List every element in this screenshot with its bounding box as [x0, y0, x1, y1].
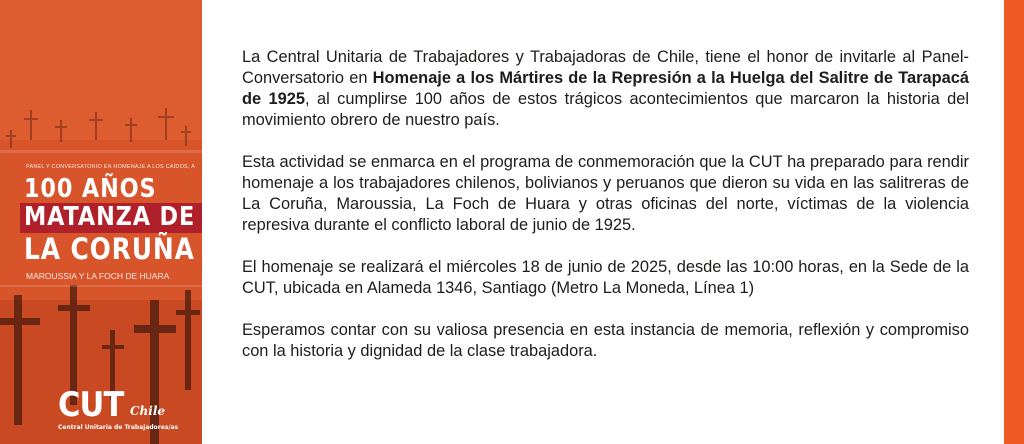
- paragraph-details: El homenaje se realizará el miércoles 18 de junio de 2025, desde las 10:00 horas, en la Sede de la CUT, ubicada en Alameda 1346, Santiago (Metro La Moneda, Línea 1): [242, 258, 969, 297]
- poster-title-line2: MATANZA DE: [24, 202, 196, 232]
- event-name: Homenaje a los Mártires de la Represión a la Huelga del Salitre de Tarapacá de 1925: [242, 69, 969, 108]
- cut-logo-country: Chile: [130, 404, 166, 418]
- cut-logo: CUT: [58, 385, 124, 425]
- paragraph-closing: Esperamos contar con su valiosa presencia en esta instancia de memoria, reflexión y compromiso con la historia y dignidad de la clase trabajadora.: [242, 321, 969, 360]
- poster-title-line1: 100 AÑOS: [24, 174, 157, 204]
- event-poster: [0, 0, 202, 444]
- poster-subtitle: MAROUSSIA Y LA FOCH DE HUARA: [26, 271, 170, 281]
- paragraph-context: Esta actividad se enmarca en el programa de conmemoración que la CUT ha preparado para rendir homenaje a los trabajadores chilenos, bolivianos y peruanos que dieron su vida en las salitreras de La Coruña, Maroussia, La Foch de Huara y otras oficinas del norte, víctimas de la violencia represiva durante el conflicto laboral de junio de 1925.: [242, 153, 969, 234]
- cut-logo-fullname: Central Unitaria de Trabajadores/as: [58, 424, 179, 431]
- accent-bar: [1004, 0, 1024, 444]
- invitation-text: [242, 47, 969, 383]
- poster-title-line3: LA CORUÑA: [24, 232, 195, 266]
- paragraph-invitation: La Central Unitaria de Trabajadores y Trabajadoras de Chile, tiene el honor de invitarle al Panel-Conversatorio en Homenaje a los Mártires de la Represión a la Huelga del Salitre de Tarapacá de 1925, al cumplirse 100 años de estos trágicos acontecimientos que marcaron la historia del movimiento obrero de nuestro país.: [242, 48, 969, 129]
- poster-tagline: PANEL Y CONVERSATORIO EN HOMENAJE A LOS CAÍDOS, A: [26, 164, 195, 170]
